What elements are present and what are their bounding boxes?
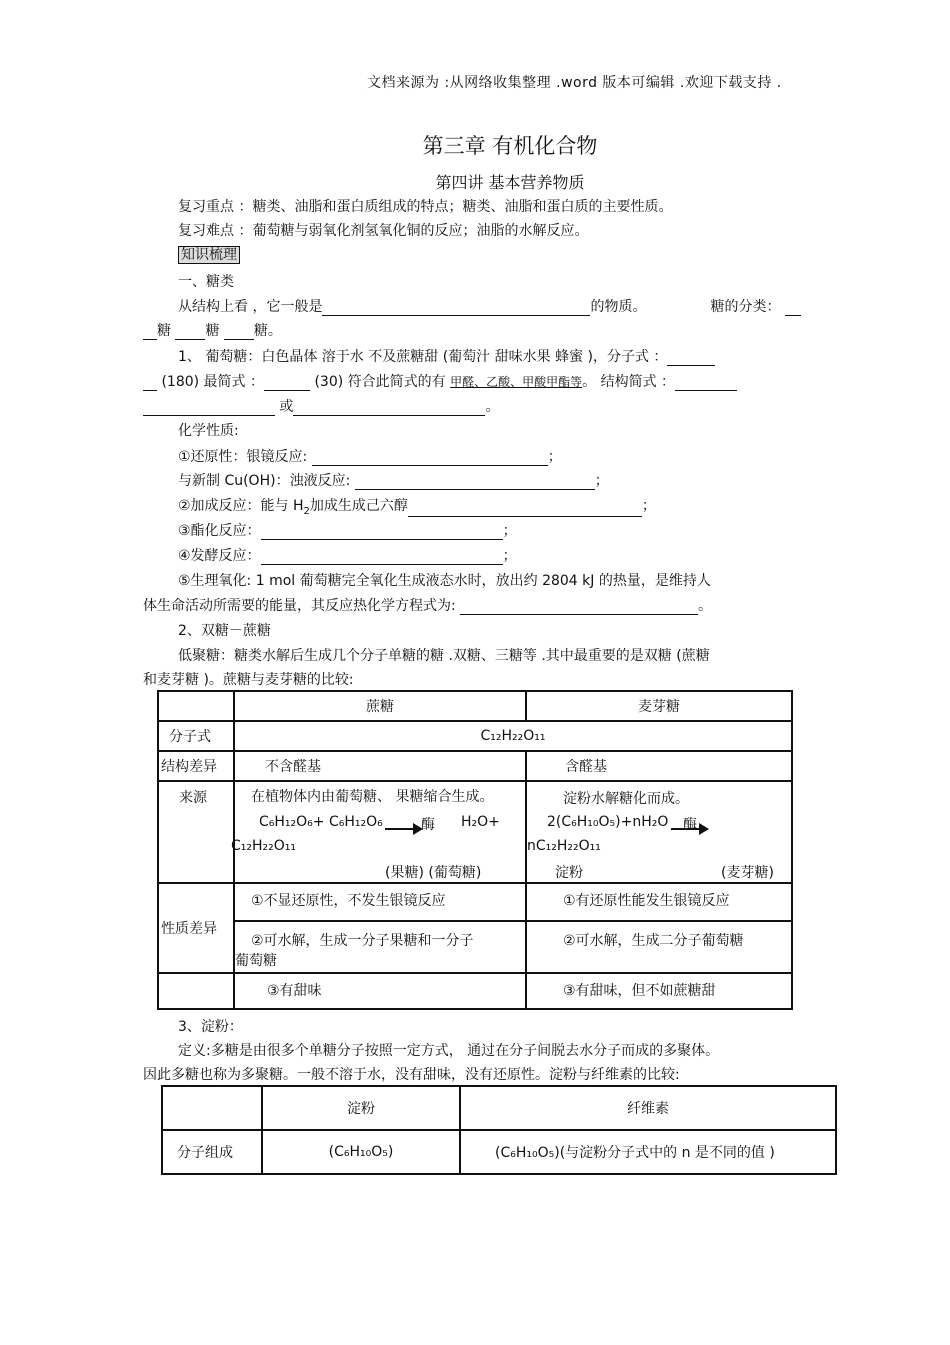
formula-cell: C₁₂H₂₂O₁₁ [234,721,792,751]
sugar-word: 糖 [253,323,268,339]
blank[interactable] [224,325,254,340]
blank[interactable] [322,301,590,316]
difficult-points: 复习难点 ：葡萄糖与弱氧化剂氢氧化铜的反应；油脂的水解反应。 [178,223,589,239]
esterification-line [178,520,517,540]
addition-line [178,495,656,517]
glucose-intro [178,346,715,366]
or-text: 或 [279,399,294,415]
header-cellulose: 纤维素 [460,1086,836,1130]
structure-text-a: 从结构上看 ，它一般是 [178,299,323,315]
glucose-formula-line: (180) 最简式 ： (30) 符合此简式的有 甲醛、乙酸、甲酸甲酯等。 结构简式 ： [143,371,737,391]
blank[interactable] [264,376,310,391]
blank[interactable] [143,325,157,340]
blank[interactable] [175,325,205,340]
oligosaccharide-line-1: 低聚糖：糖类水解后生成几个分子单糖的糖 .双糖、三糖等 .其中最重要的是双糖 (蔗糖 [178,648,710,664]
blank[interactable] [785,301,801,316]
row-label-structure: 结构差异 [158,751,234,781]
sugar-types-line: 糖 糖 糖。 [143,320,282,340]
classify-text: 糖的分类： [710,299,781,315]
key-points: 复习重点 ：糖类、油脂和蛋白质组成的特点；糖类、油脂和蛋白质的主要性质。 [178,199,673,215]
oxidation-line-1: ⑤生理氧化: 1 mol 葡萄糖完全氧化生成液态水时，放出约 2804 kJ 的热量，是维持人 [178,573,711,589]
lesson-title: 第四讲 基本营养物质 [435,173,585,192]
semicolon: ； [502,548,517,564]
section-2-heading: 2、双糖－蔗糖 [178,623,271,639]
table-corner [162,1086,262,1130]
addition-text-b: 加成生成己六醇 [309,498,408,514]
sucrose-maltose-table [157,690,793,1010]
maltose-label: (麦芽糖) [721,865,774,881]
maltose-starch-label: 淀粉 [555,865,583,881]
blank[interactable] [460,600,698,615]
enzyme-label: 酶 [421,817,435,833]
prop-sucrose-1: ①不显还原性，不发生银镜反应 [234,883,526,921]
oxidation-line-2 [143,595,712,615]
semicolon: ； [594,473,609,489]
blank[interactable] [312,451,548,466]
prop-sucrose-2a: ②可水解，生成一分子果糖和一分子 [251,933,474,949]
blank[interactable] [675,376,737,391]
oxidation-text-b: 体生命活动所需要的能量，其反应热化学方程式为: [143,598,456,614]
blank[interactable] [355,475,595,490]
esterification-text: ③酯化反应： [178,523,261,539]
sucrose-eq-a: C₆H₁₂O₆+ C₆H₁₂O₆ [259,814,383,830]
reaction-arrow [385,821,421,837]
addition-text-a: ②加成反应：能与 H [178,498,304,514]
glucose-intro-text: 1、 葡萄糖：白色晶体 溶于水 不及蔗糖甜 (葡萄汁 甜味水果 蜂蜜 )，分子式 ： [178,349,668,365]
sucrose-eq-c: C₁₂H₂₂O₁₁ [231,838,296,854]
chem-heading: 化学性质: [178,423,239,439]
sugar-word: 糖 [205,323,220,339]
reduction-text: ①还原性：银镜反应: [178,449,308,465]
glucose-struct-line [143,396,499,416]
maltose-eq-a: 2(C₆H₁₀O₅)+nH₂O [547,814,669,830]
header-maltose: 麦芽糖 [526,691,792,721]
cuoh-text: 与新制 Cu(OH)：浊液反应: [178,473,351,489]
semicolon: ； [547,449,562,465]
prop-maltose-2: ②可水解，生成二分子葡萄糖 [526,921,792,973]
glucose-mass: (180) 最简式 ： [161,374,264,390]
blank[interactable] [261,525,503,540]
reduction-line [178,446,562,466]
enzyme-label: 酶 [683,817,697,833]
source-sucrose-cell [231,781,526,883]
blank[interactable] [408,502,642,517]
starch-formula: (C₆H₁₀O₅) [262,1130,460,1174]
period: 。 [698,598,713,614]
row-label-source: 来源 [158,781,234,883]
header-starch: 淀粉 [262,1086,460,1130]
semicolon: ； [502,523,517,539]
struct-maltose: 含醛基 [526,751,792,781]
sugar-word: 糖 [157,323,171,339]
sucrose-eq-b: H₂O+ [461,814,500,830]
source-maltose-cell [526,781,792,883]
blank[interactable] [667,351,715,366]
source-sucrose-text: 在植物体内由葡萄糖、 果糖缩合生成。 [251,789,494,805]
cuoh-line [178,470,609,490]
struct-label: 结构简式 ： [600,374,676,390]
prop-maltose-1: ①有还原性能发生银镜反应 [526,883,792,921]
knowledge-box: 知识梳理 [178,246,240,264]
section-3-heading: 3、淀粉： [178,1019,243,1035]
structure-line [178,296,801,316]
chapter-title: 第三章 有机化合物 [422,134,598,158]
empty-label-cell [158,973,234,1009]
fermentation-text: ④发酵反应： [178,548,261,564]
row-label-formula: 分子式 [158,721,234,751]
semicolon: ； [641,498,656,514]
struct-sucrose: 不含醛基 [234,751,526,781]
maltose-eq-b: nC₁₂H₂₂O₁₁ [527,838,601,854]
blank[interactable] [143,376,157,391]
row-label-properties: 性质差异 [158,883,234,973]
polysaccharide-def-2: 因此多糖也称为多聚糖。一般不溶于水，没有甜味，没有还原性。淀粉与纤维素的比较: [143,1067,680,1083]
table-corner [158,691,234,721]
prop-maltose-3: ③有甜味，但不如蔗糖甜 [526,973,792,1009]
glucose-examples: 甲醛、乙酸、甲酸甲酯等 [450,375,583,389]
prop-sucrose-2b: 葡萄糖 [235,953,277,969]
blank[interactable] [293,401,485,416]
source-maltose-text: 淀粉水解糖化而成。 [563,791,689,807]
oligosaccharide-line-2: 和麦芽糖 )。蔗糖与麦芽糖的比较: [143,672,354,688]
fermentation-line [178,545,517,565]
prop-sucrose-3: ③有甜味 [234,973,526,1009]
prop-sucrose-2 [234,921,526,973]
blank[interactable] [143,401,275,416]
blank[interactable] [261,550,503,565]
page-header: 文档来源为 :从网络收集整理 .word 版本可编辑 .欢迎下载支持 . [367,75,782,91]
section-label [178,244,240,264]
starch-cellulose-table [161,1085,837,1175]
h2-subscript: 2 [303,505,310,517]
structure-text-b: 的物质。 [590,299,647,315]
cellulose-formula: (C₆H₁₀O₅)(与淀粉分子式中的 n 是不同的值 ) [460,1130,836,1174]
section-1-heading: 一、糖类 [178,274,234,290]
sucrose-eq-labels: (果糖) (葡萄糖) [385,865,482,881]
glucose-simplest: (30) 符合此简式的有 [314,374,446,390]
period: 。 [485,399,500,415]
row-label-composition: 分子组成 [162,1130,262,1174]
polysaccharide-def-1: 定义:多糖是由很多个单糖分子按照一定方式， 通过在分子间脱去水分子而成的多聚体。 [178,1043,720,1059]
header-sucrose: 蔗糖 [234,691,526,721]
